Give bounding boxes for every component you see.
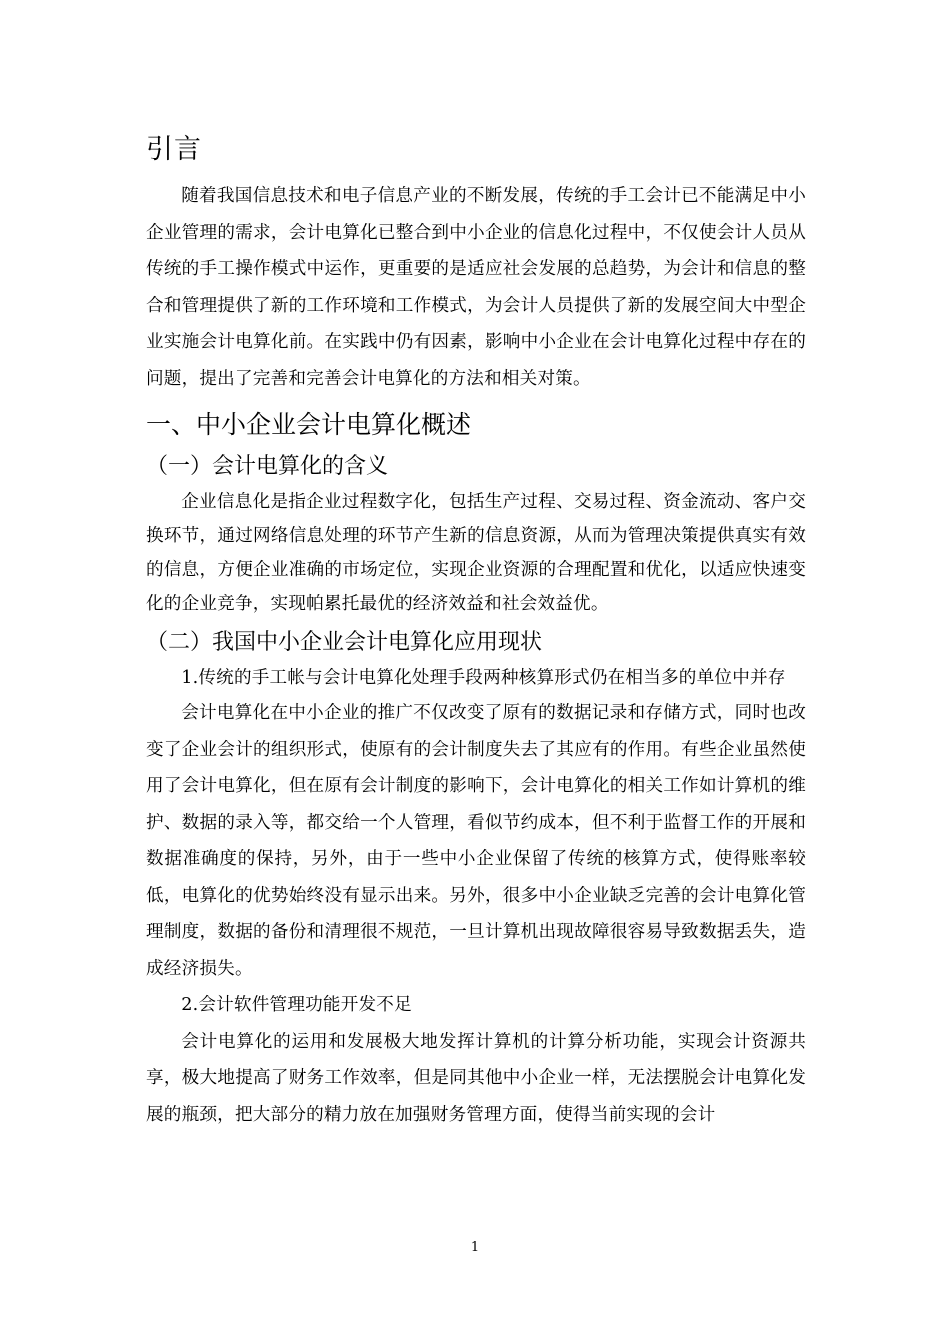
item1-paragraph: 会计电算化在中小企业的推广不仅改变了原有的数据记录和存储方式，同时也改变了企业会计的组织形式，使原有的会计制度失去了其应有的作用。有些企业虽然使用了会计电算化，但在原有会计制度的影响下，会计电算化的相关工作如计算机的维护、数据的录入等，都交给一个人管理，看似节约成本，但不利于监督工作的开展和数据准确度的保持，另外，由于一些中小企业保留了传统的核算方式，使得账率较低，电算化的优势始终没有显示出来。另外，很多中小企业缺乏完善的会计电算化管理制度，数据的备份和清理很不规范，一旦计算机出现故障很容易导致数据丢失，造成经济损失。 (146, 703, 806, 979)
subsection1-paragraph: 企业信息化是指企业过程数字化，包括生产过程、交易过程、资金流动、客户交换环节，通过网络信息处理的环节产生新的信息资源，从而为管理决策提供真实有效的信息，方便企业准确的市场定位，实现企业资源的合理配置和优化，以适应快速变化的企业竞争，实现帕累托最优的经济效益和社会效益优。 (146, 492, 806, 614)
item2-paragraph: 会计电算化的运用和发展极大地发挥计算机的计算分析功能，实现会计资源共享，极大地提高了财务工作效率，但是同其他中小企业一样，无法摆脱会计电算化发展的瓶颈，把大部分的精力放在加强财务管理方面，使得当前实现的会计 (146, 1031, 806, 1125)
subsection2-heading: （二）我国中小企业会计电算化应用现状 (146, 630, 543, 655)
intro-heading: 引言 (146, 134, 202, 165)
section1-heading: 一、中小企业会计电算化概述 (146, 410, 472, 439)
item1-title: 1.传统的手工帐与会计电算化处理手段两种核算形式仍在相当多的单位中并存 (181, 668, 786, 688)
intro-paragraph: 随着我国信息技术和电子信息产业的不断发展，传统的手工会计已不能满足中小企业管理的需求，会计电算化已整合到中小企业的信息化过程中，不仅使会计人员从传统的手工操作模式中运作，更重要的是适应社会发展的总趋势，为会计和信息的整合和管理提供了新的工作环境和工作模式，为会计人员提供了新的发展空间大中型企业实施会计电算化前。在实践中仍有因素，影响中小企业在会计电算化过程中存在的问题，提出了完善和完善会计电算化的方法和相关对策。 (146, 186, 806, 389)
item2-title: 2.会计软件管理功能开发不足 (181, 995, 412, 1015)
page-number: 1 (470, 1240, 480, 1255)
document-body (146, 128, 806, 1133)
subsection1-heading: （一）会计电算化的含义 (146, 454, 389, 479)
